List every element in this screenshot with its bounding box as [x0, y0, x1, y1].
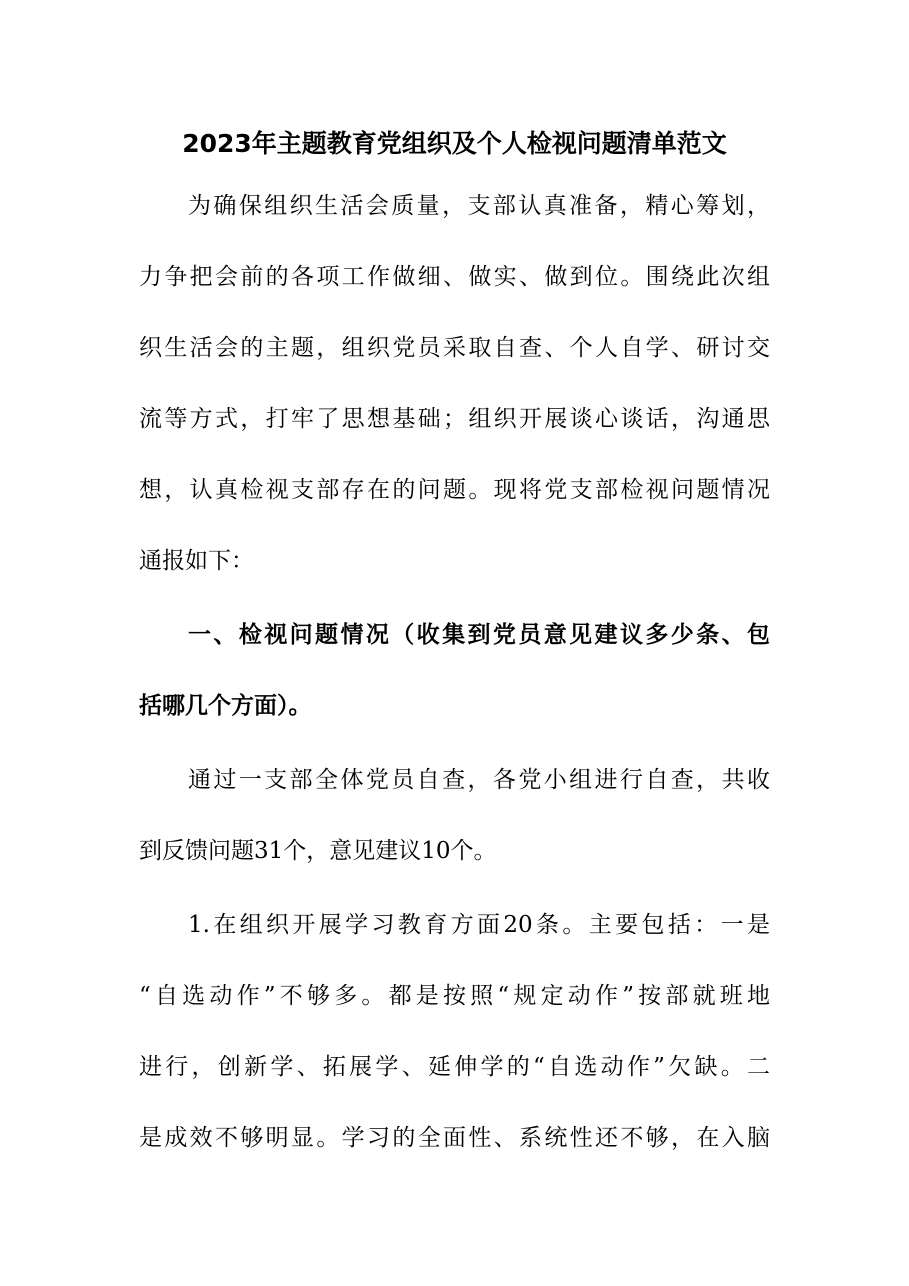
- paragraph-line-6: 通报如下：: [139, 548, 254, 574]
- paragraph-line-2: 力争把会前的各项工作做细、做实、做到位。围绕此次组: [139, 264, 770, 290]
- paragraph-line-4: 流等方式，打牢了思想基础；组织开展谈心谈话，沟通思: [139, 406, 770, 432]
- paragraph-line-5: 想，认真检视支部存在的问题。现将党支部检视问题情况: [139, 477, 770, 503]
- heading-line-1: 一、检视问题情况（收集到党员意见建议多少条、包: [188, 622, 770, 648]
- paragraph-line-1: 为确保组织生活会质量，支部认真准备，精心筹划，: [188, 193, 770, 219]
- paragraph-line-11: 进行，创新学、拓展学、延伸学的“自选动作”欠缺。二: [139, 1054, 770, 1080]
- paragraph-line-8: 到反馈问题31个，意见建议10个。: [139, 838, 497, 864]
- paragraph-line-12: 是成效不够明显。学习的全面性、系统性还不够，在入脑: [139, 1125, 770, 1151]
- paragraph-line-7: 通过一支部全体党员自查，各党小组进行自查，共收: [188, 767, 770, 793]
- paragraph-line-9: 1.在组织开展学习教育方面20条。主要包括：一是: [188, 912, 770, 938]
- document-title: 2023年主题教育党组织及个人检视问题清单范文: [182, 129, 727, 158]
- paragraph-line-3: 织生活会的主题，组织党员采取自查、个人自学、研讨交: [139, 335, 770, 361]
- heading-line-2: 括哪几个方面）。: [139, 693, 312, 719]
- paragraph-line-10: “自选动作”不够多。都是按照“规定动作”按部就班地: [139, 983, 770, 1009]
